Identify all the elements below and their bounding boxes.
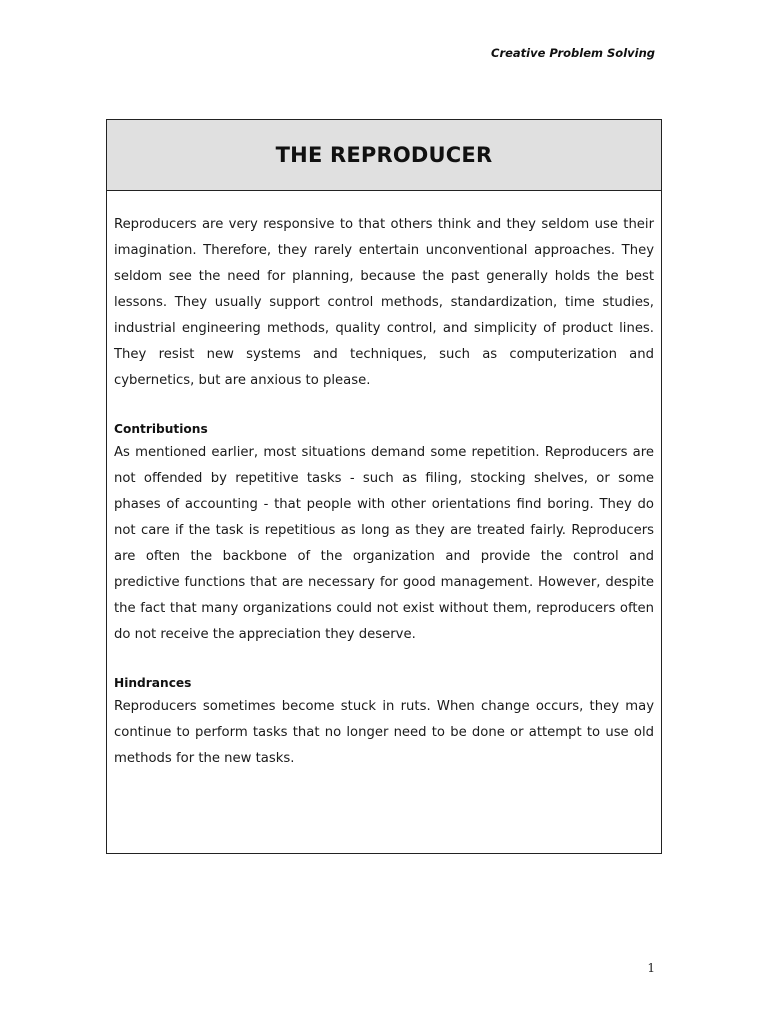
contributions-paragraph: As mentioned earlier, most situations demand some repetition. Reproducers are not offended by repetitive tasks - such as filing, stocking shelves, or some phases of accounting - that people with other orientations find boring. They do not care if the task is repetitious as long as they are treated fairly. Reproducers are often the backbone of the organization and provide the control and predictive functions that are necessary for good management. However, despite the fact that many organizations could not exist without them, reproducers often do not receive the appreciation they deserve. (114, 445, 654, 642)
box-title: THE REPRODUCER (107, 120, 661, 191)
hindrances-heading: Hindrances (114, 676, 192, 690)
content-box (106, 119, 662, 854)
page-number: 1 (647, 961, 655, 975)
intro-paragraph: Reproducers are very responsive to that others think and they seldom use their imagination. Therefore, they rarely entertain unconventional approaches. They seldom see the need for planning, because the past generally holds the best lessons. They usually support control methods, standardization, time studies, industrial engineering methods, quality control, and simplicity of product lines. They resist new systems and techniques, such as computerization and cybernetics, but are anxious to please. (114, 217, 654, 388)
contributions-heading: Contributions (114, 422, 208, 436)
box-body (107, 191, 661, 772)
hindrances-paragraph: Reproducers sometimes become stuck in ruts. When change occurs, they may continue to perform tasks that no longer need to be done or attempt to use old methods for the new tasks. (114, 699, 654, 766)
running-header-title: Creative Problem Solving (491, 46, 655, 60)
